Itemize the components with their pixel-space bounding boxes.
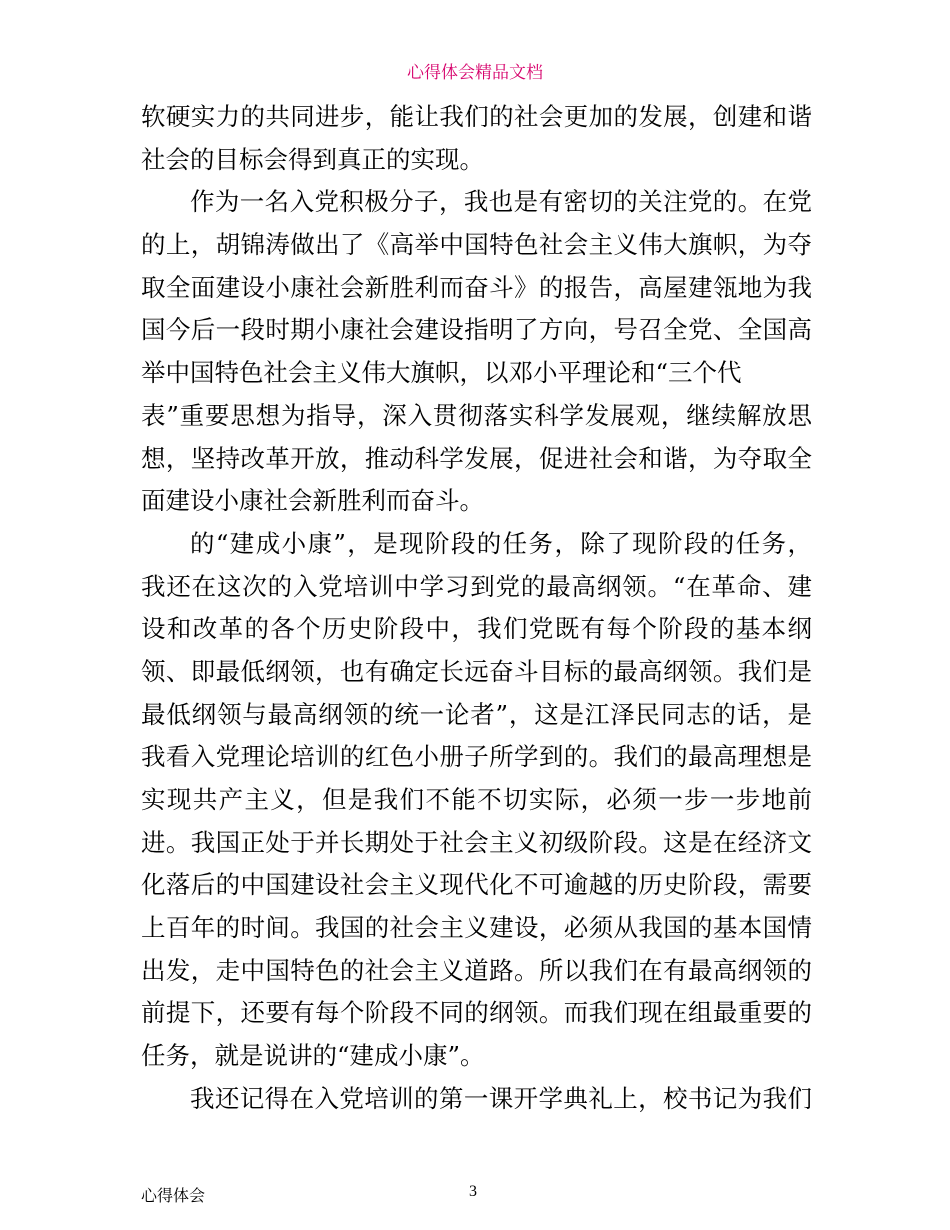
document-body xyxy=(141,96,812,1121)
text-line: 最低纲领与最高纲领的统一论者”，这是江泽民同志的话，是 xyxy=(141,699,812,729)
text-line: 想，坚持改革开放，推动科学发展，促进社会和谐，为夺取全 xyxy=(141,443,812,473)
text-line: 的上，胡锦涛做出了《高举中国特色社会主义伟大旗帜，为夺 xyxy=(141,230,812,260)
text-line: 我还记得在入党培训的第一课开学典礼上，校书记为我们 xyxy=(190,1083,812,1113)
text-line: 取全面建设小康社会新胜利而奋斗》的报告，高屋建瓴地为我 xyxy=(141,272,812,302)
text-line: 软硬实力的共同进步，能让我们的社会更加的发展，创建和谐 xyxy=(141,102,812,131)
text-line: 我看入党理论培训的红色小册子所学到的。我们的最高理想是 xyxy=(141,742,812,772)
text-line: 社会的目标会得到真正的实现。 xyxy=(141,144,484,174)
footer-label: 心得体会 xyxy=(141,1186,206,1205)
text-line: 任务，就是说讲的“建成小康”。 xyxy=(141,1041,485,1071)
text-line: 设和改革的各个历史阶段中，我们党既有每个阶段的基本纲 xyxy=(141,614,812,644)
text-line: 我还在这次的入党培训中学习到党的最高纲领。“在革命、建 xyxy=(141,571,812,601)
text-line: 的“建成小康”，是现阶段的任务，除了现阶段的任务， xyxy=(190,528,812,558)
text-line: 面建设小康社会新胜利而奋斗。 xyxy=(141,486,484,516)
text-line: 出发，走中国特色的社会主义道路。所以我们在有最高纲领的 xyxy=(141,955,812,985)
text-line: 化落后的中国建设社会主义现代化不可逾越的历史阶段，需要 xyxy=(141,870,812,900)
text-line: 国今后一段时期小康社会建设指明了方向，号召全党、全国高 xyxy=(141,315,812,345)
text-line: 进。我国正处于并长期处于社会主义初级阶段。这是在经济文 xyxy=(141,827,812,857)
footer-page-number: 3 xyxy=(469,1183,477,1200)
text-line: 作为一名入党积极分子，我也是有密切的关注党的。在党 xyxy=(190,187,812,217)
document-header-title: 心得体会精品文档 xyxy=(407,63,543,83)
text-line: 实现共产主义，但是我们不能不切实际，必须一步一步地前 xyxy=(141,785,812,814)
text-line: 表”重要思想为指导，深入贯彻落实科学发展观，继续解放思 xyxy=(141,400,812,430)
text-line: 上百年的时间。我国的社会主义建设，必须从我国的基本国情 xyxy=(141,913,812,943)
text-line: 前提下，还要有每个阶段不同的纲领。而我们现在组最重要的 xyxy=(141,998,812,1028)
text-line: 领、即最低纲领，也有确定长远奋斗目标的最高纲领。我们是 xyxy=(141,656,812,686)
text-line: 举中国特色社会主义伟大旗帜，以邓小平理论和“三个代 xyxy=(141,358,742,388)
